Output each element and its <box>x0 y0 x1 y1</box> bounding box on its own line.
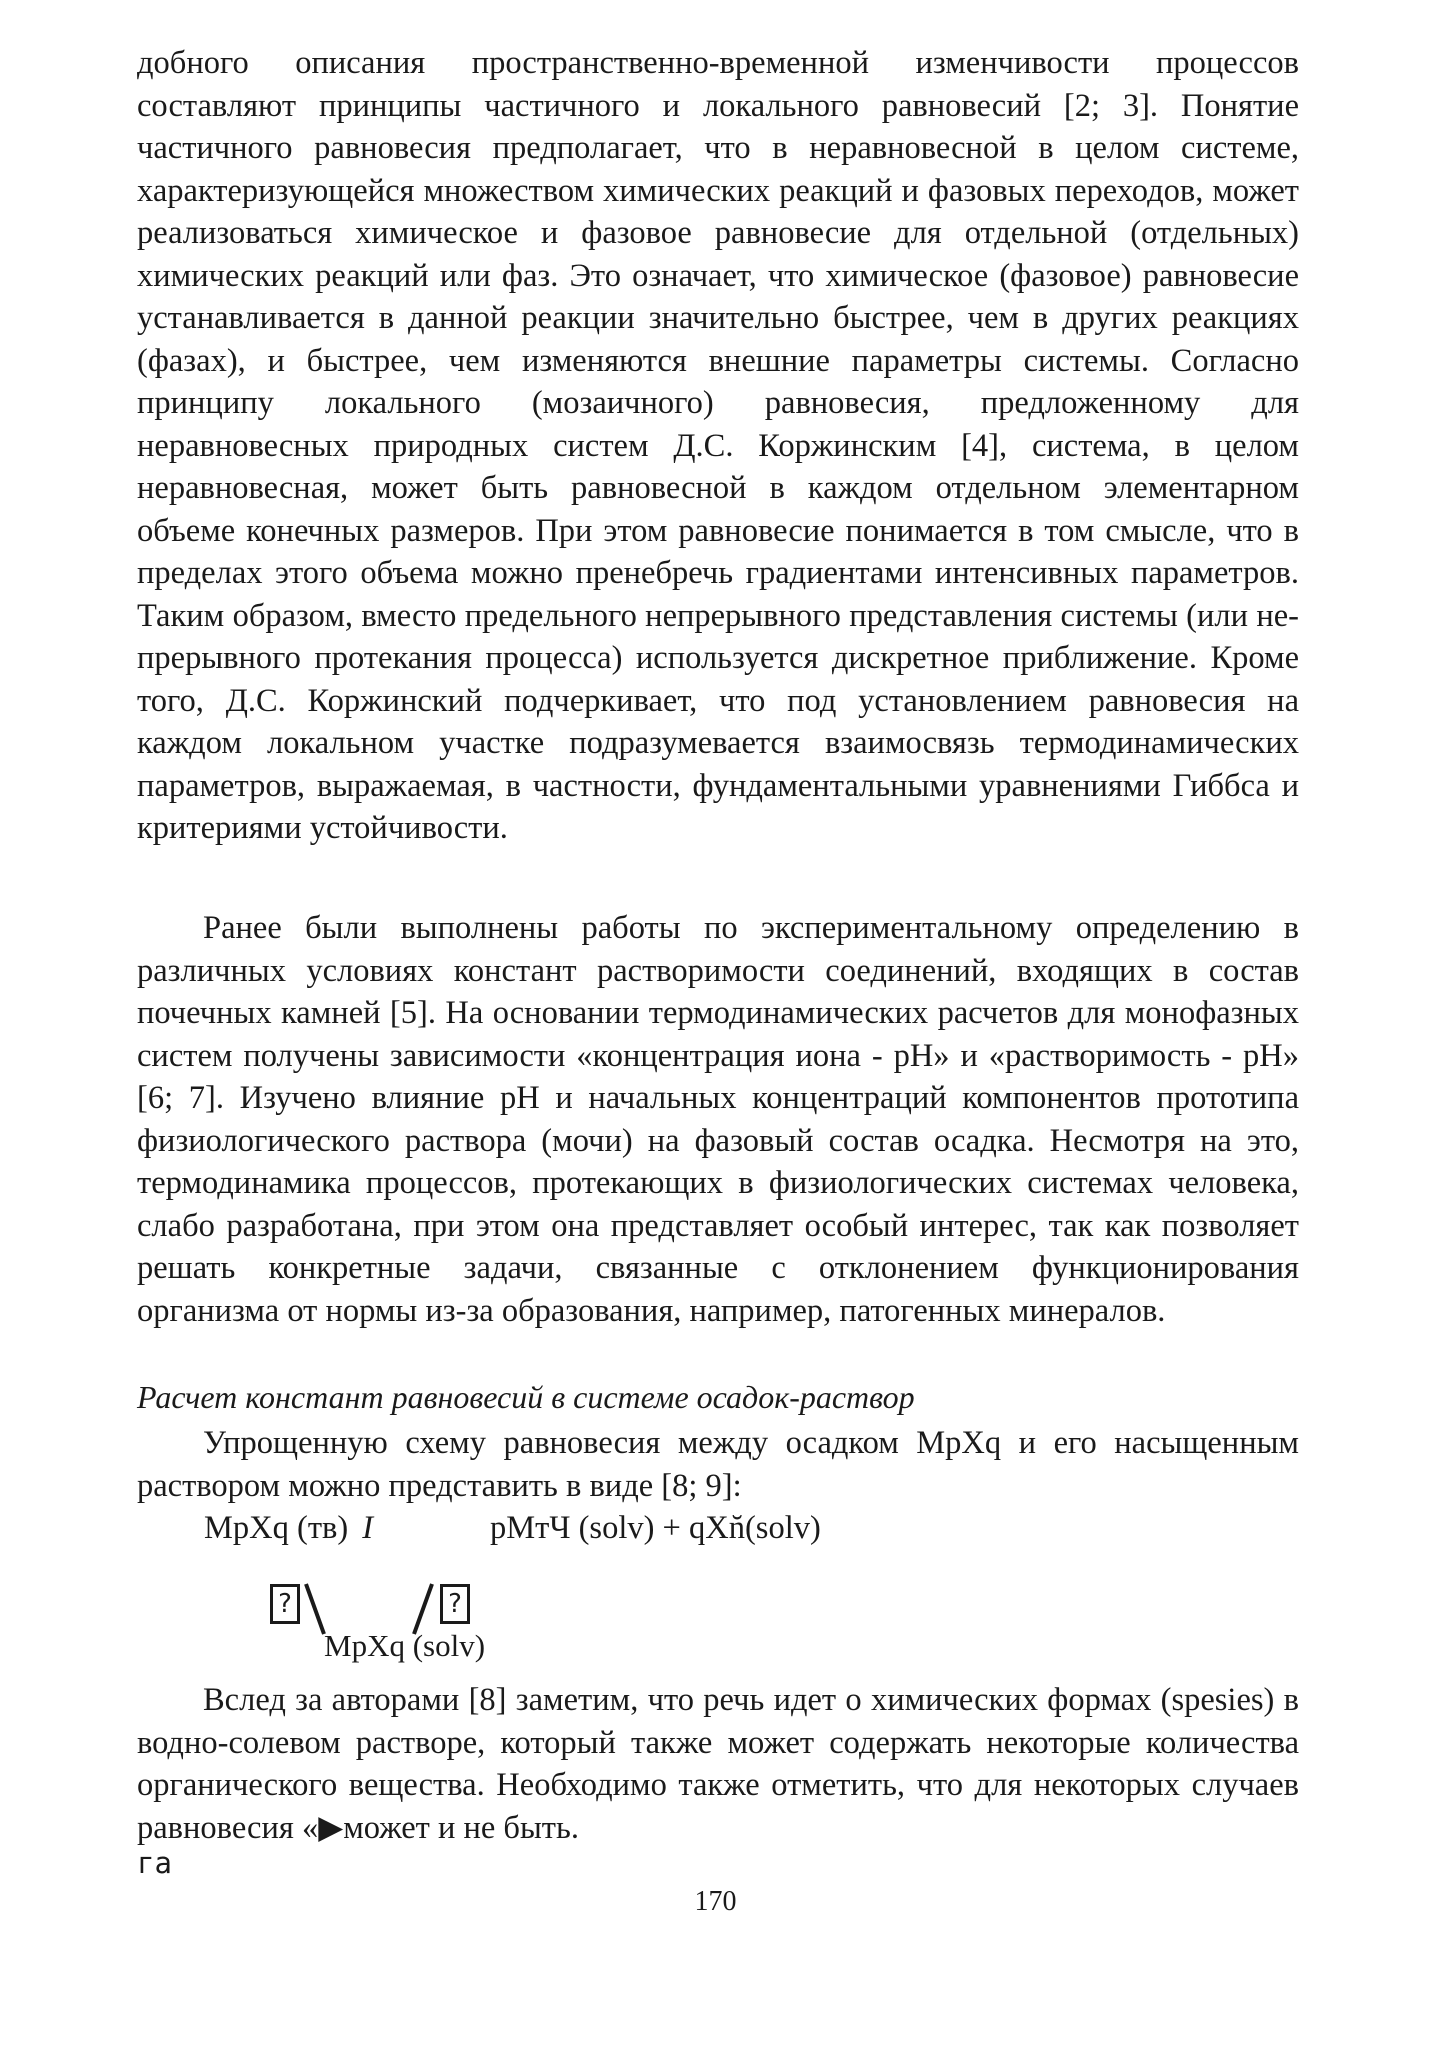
ocr-artifact-text: га <box>137 1846 172 1880</box>
paragraph-species-note: Вслед за авторами [8] заметим, что речь идет о химических формах (spesies) в водно-солевом растворе, который также может содержать некоторые количества органического вещества. Необходимо также отметить, что для некоторых случаев равновесия «▶может и не быть. <box>137 1682 1299 1846</box>
equation-complex-term <box>262 1578 522 1668</box>
missing-glyph-box-icon: ? <box>270 1584 300 1624</box>
paragraph-prior-work: Ранее были выполнены работы по экспериментальному определению в различных условиях констант растворимости соединений, входящих в состав почечных камней [5]. На основании термодинамических расчетов для монофазных систем получены зависимости «концентрация иона - pH» и «растворимость - pH» [6; 7]. Изучено влияние pH и начальных концентраций компонентов прототипа физиологического раствора (мочи) на фазовый состав осадка. Несмотря на это, термодинамика процессов, протекающих в физиологических системах человека, слабо разработана, при этом она представляет особый интерес, так как позволяет решать конкретные задачи, связанные с отклонением функционирования организма от нормы из-за образования, например, патогенных минералов. <box>137 910 1299 1329</box>
paragraph-equilibrium-principles: добного описания пространственно-временной изменчивости процессов составляют принципы частичного и локального равновесий [2; 3]. Понятие частичного равновесия предполагает, что в неравновесной в целом системе, характеризующейся множеством химических реакций и фазовых переходов, может реализоваться химическое и фазовое равновесие для отдельной (отдельных) химических реакций или фаз. Это означает, что химическое (фазовое) равновесие устанавливается в данной реакции значительно быстрее, чем в других реакциях (фазах), и быстрее, чем изменяются внешние параметры системы. Согласно принципу локального (мозаичного) равновесия, предложенному для неравновесных природных систем Д.С. Коржинским [4], система, в целом неравновесная, может быть равновесной в каждом отдельном элементарном объеме конечных размеров. При этом равновесие понимается в том смысле, что в пределах этого объема можно пренебречь градиентами интенсивных параметров. Таким образом, вместо предельного непрерывного представления системы (или непрерывного протекания процесса) используется дискретное приближение. Кроме того, Д.С. Коржинский подчеркивает, что под установлением равновесия на каждом локальном участке подразумевается взаимосвязь термодинамических параметров, выражаемая, в частности, фундаментальными уравнениями Гиббса и критериями устойчивости. <box>137 45 1299 846</box>
page-number: 170 <box>694 1886 737 1917</box>
equation-equilibrium-symbol: I <box>362 1510 374 1546</box>
missing-glyph-box-icon: ? <box>440 1584 470 1624</box>
equation-left-side <box>204 1507 373 1549</box>
paragraph-scheme-intro: Упрощенную схему равновесия между осадком MpXq и его насыщенным раствором можно представить в виде [8; 9]: <box>137 1425 1299 1504</box>
equation-reactant: MpXq (тв) <box>204 1510 349 1546</box>
equation-right-side: pMтЧ (solv) + qXn̆(solv) <box>490 1510 821 1546</box>
equation-subscript: MpXq (solv) <box>324 1628 486 1663</box>
section-heading: Расчет констант равновесий в системе осадок-раствор <box>137 1379 915 1415</box>
